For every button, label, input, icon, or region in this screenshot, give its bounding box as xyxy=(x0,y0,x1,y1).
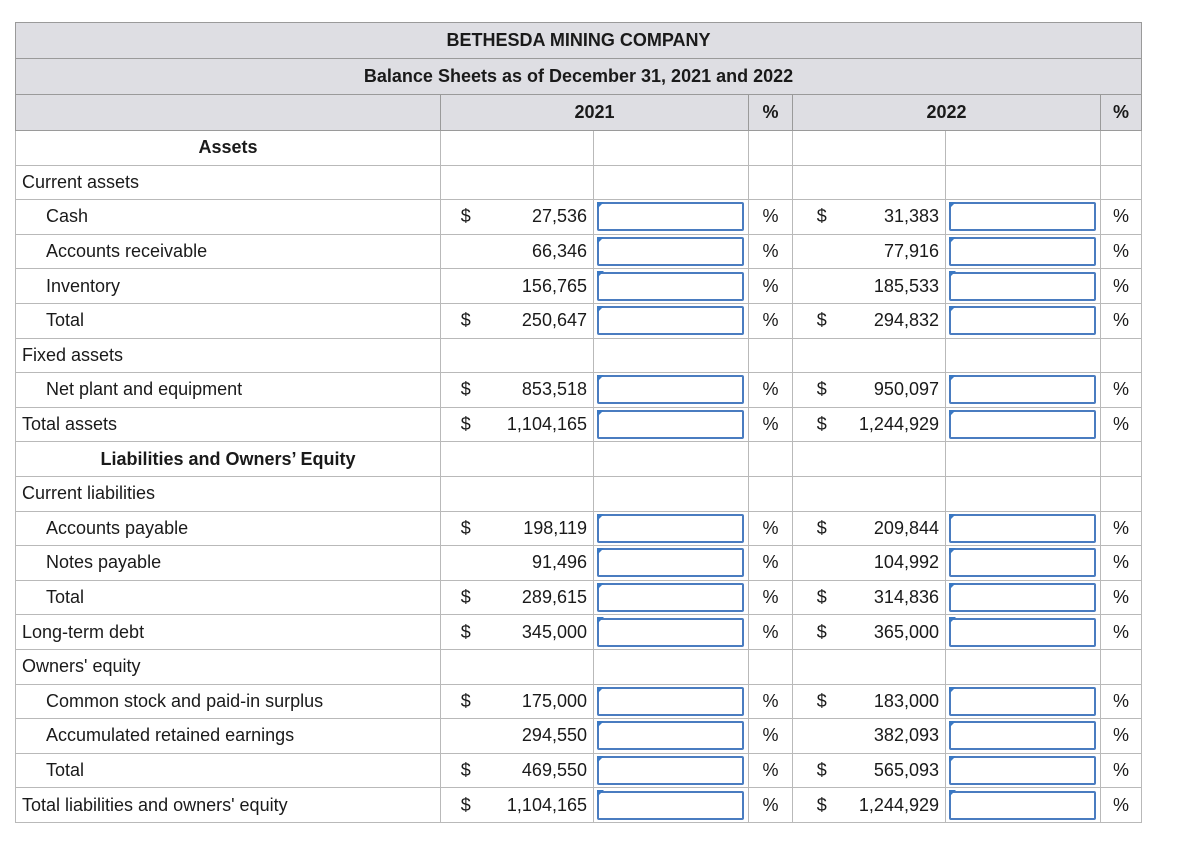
input-cell-2022 xyxy=(946,788,1101,823)
currency-21 xyxy=(441,546,491,581)
value-2022: 77,916 xyxy=(851,234,946,269)
value-2021: 198,119 xyxy=(491,511,594,546)
input-flag-icon xyxy=(949,237,956,244)
percent-sign-2022: % xyxy=(1101,580,1142,615)
common-size-input-2022-total[interactable] xyxy=(949,756,1096,785)
currency-22: $ xyxy=(793,615,851,650)
input-flag-icon xyxy=(597,375,604,382)
input-cell-2021 xyxy=(594,407,749,442)
value-2022: 382,093 xyxy=(851,719,946,754)
input-cell-2022 xyxy=(946,407,1101,442)
input-flag-icon xyxy=(597,721,604,728)
input-cell-2022 xyxy=(946,753,1101,788)
input-flag-icon xyxy=(949,721,956,728)
currency-22 xyxy=(793,269,851,304)
input-cell-2021 xyxy=(594,684,749,719)
input-cell-2022 xyxy=(946,234,1101,269)
percent-sign-2022: % xyxy=(1101,373,1142,408)
common-size-input-2022-total-assets[interactable] xyxy=(949,410,1096,439)
currency-21: $ xyxy=(441,788,491,823)
currency-22: $ xyxy=(793,407,851,442)
input-cell-2022 xyxy=(946,131,1101,166)
input-cell-2021 xyxy=(594,615,749,650)
section-row xyxy=(16,165,1142,200)
percent-sign-2021: % xyxy=(749,546,793,581)
percent-sign-2022 xyxy=(1101,165,1142,200)
currency-21 xyxy=(441,719,491,754)
input-flag-icon xyxy=(949,410,956,417)
currency-22 xyxy=(793,131,851,166)
line-item-label: Notes payable xyxy=(16,546,441,581)
input-flag-icon xyxy=(597,617,604,624)
currency-21 xyxy=(441,165,491,200)
common-size-input-2021-accumulated-retained-earnings[interactable] xyxy=(597,721,744,750)
value-2022: 1,244,929 xyxy=(851,788,946,823)
input-flag-icon xyxy=(597,237,604,244)
percent-sign-2022: % xyxy=(1101,719,1142,754)
header-year-2022: 2022 xyxy=(793,95,1101,131)
percent-sign-2021: % xyxy=(749,753,793,788)
value-2021 xyxy=(491,476,594,511)
percent-sign-2022: % xyxy=(1101,788,1142,823)
input-cell-2021 xyxy=(594,649,749,684)
line-item-row xyxy=(16,719,1142,754)
line-item-row xyxy=(16,788,1142,823)
currency-22: $ xyxy=(793,303,851,338)
input-cell-2021 xyxy=(594,442,749,477)
input-cell-2022 xyxy=(946,649,1101,684)
currency-21: $ xyxy=(441,407,491,442)
company-title-row xyxy=(16,23,1142,59)
common-size-input-2022-long-term-debt[interactable] xyxy=(949,618,1096,647)
line-item-label: Accumulated retained earnings xyxy=(16,719,441,754)
input-cell-2022 xyxy=(946,338,1101,373)
common-size-input-2022-accumulated-retained-earnings[interactable] xyxy=(949,721,1096,750)
common-size-input-2021-total-liabilities-and-owners-equity[interactable] xyxy=(597,791,744,820)
input-cell-2021 xyxy=(594,269,749,304)
currency-22: $ xyxy=(793,511,851,546)
input-flag-icon xyxy=(949,790,956,797)
line-item-label: Total liabilities and owners' equity xyxy=(16,788,441,823)
value-2022: 294,832 xyxy=(851,303,946,338)
value-2022: 1,244,929 xyxy=(851,407,946,442)
input-flag-icon xyxy=(597,271,604,278)
line-item-row xyxy=(16,580,1142,615)
line-item-row xyxy=(16,303,1142,338)
percent-sign-2021 xyxy=(749,649,793,684)
input-flag-icon xyxy=(949,756,956,763)
input-flag-icon xyxy=(949,583,956,590)
input-cell-2022 xyxy=(946,511,1101,546)
common-size-input-2021-total[interactable] xyxy=(597,306,744,335)
percent-sign-2021 xyxy=(749,165,793,200)
percent-sign-2021 xyxy=(749,131,793,166)
section-row xyxy=(16,649,1142,684)
input-cell-2022 xyxy=(946,546,1101,581)
value-2022: 185,533 xyxy=(851,269,946,304)
input-cell-2021 xyxy=(594,719,749,754)
common-size-input-2022-inventory[interactable] xyxy=(949,272,1096,301)
value-2022: 365,000 xyxy=(851,615,946,650)
header-blank xyxy=(16,95,441,131)
value-2022 xyxy=(851,165,946,200)
line-item-label: Long-term debt xyxy=(16,615,441,650)
input-flag-icon xyxy=(949,687,956,694)
balance-sheet-body xyxy=(16,23,1142,823)
percent-sign-2022: % xyxy=(1101,200,1142,235)
currency-22: $ xyxy=(793,580,851,615)
value-2021 xyxy=(491,338,594,373)
section-label: Current assets xyxy=(16,165,441,200)
input-cell-2021 xyxy=(594,200,749,235)
line-item-row xyxy=(16,753,1142,788)
line-item-row xyxy=(16,373,1142,408)
percent-sign-2021: % xyxy=(749,407,793,442)
input-flag-icon xyxy=(597,306,604,313)
value-2021: 1,104,165 xyxy=(491,407,594,442)
section-label: Fixed assets xyxy=(16,338,441,373)
input-cell-2021 xyxy=(594,373,749,408)
input-cell-2022 xyxy=(946,200,1101,235)
input-cell-2021 xyxy=(594,753,749,788)
value-2021: 156,765 xyxy=(491,269,594,304)
input-cell-2021 xyxy=(594,338,749,373)
common-size-input-2022-net-plant-and-equipment[interactable] xyxy=(949,375,1096,404)
currency-21: $ xyxy=(441,684,491,719)
currency-22: $ xyxy=(793,200,851,235)
value-2021: 289,615 xyxy=(491,580,594,615)
common-size-input-2021-accounts-payable[interactable] xyxy=(597,514,744,543)
percent-sign-2021: % xyxy=(749,303,793,338)
common-size-input-2022-cash[interactable] xyxy=(949,202,1096,231)
currency-22 xyxy=(793,234,851,269)
percent-sign-2021: % xyxy=(749,788,793,823)
input-cell-2021 xyxy=(594,788,749,823)
percent-sign-2021 xyxy=(749,338,793,373)
input-flag-icon xyxy=(949,202,956,209)
percent-sign-2022: % xyxy=(1101,684,1142,719)
line-item-label: Net plant and equipment xyxy=(16,373,441,408)
input-cell-2022 xyxy=(946,269,1101,304)
input-flag-icon xyxy=(949,617,956,624)
value-2021: 469,550 xyxy=(491,753,594,788)
value-2022 xyxy=(851,442,946,477)
percent-sign-2021: % xyxy=(749,684,793,719)
common-size-input-2021-cash[interactable] xyxy=(597,202,744,231)
input-cell-2021 xyxy=(594,546,749,581)
input-cell-2021 xyxy=(594,234,749,269)
input-cell-2022 xyxy=(946,303,1101,338)
value-2021: 91,496 xyxy=(491,546,594,581)
section-row xyxy=(16,338,1142,373)
currency-22 xyxy=(793,546,851,581)
line-item-row xyxy=(16,200,1142,235)
currency-22: $ xyxy=(793,788,851,823)
currency-21 xyxy=(441,338,491,373)
value-2021: 66,346 xyxy=(491,234,594,269)
line-item-row xyxy=(16,234,1142,269)
input-cell-2022 xyxy=(946,684,1101,719)
value-2021 xyxy=(491,442,594,477)
common-size-input-2021-common-stock-and-paid-in-surplus[interactable] xyxy=(597,687,744,716)
common-size-input-2021-net-plant-and-equipment[interactable] xyxy=(597,375,744,404)
percent-sign-2022 xyxy=(1101,338,1142,373)
input-flag-icon xyxy=(597,756,604,763)
common-size-input-2022-accounts-receivable[interactable] xyxy=(949,237,1096,266)
percent-sign-2022 xyxy=(1101,649,1142,684)
section-label: Owners' equity xyxy=(16,649,441,684)
value-2021 xyxy=(491,165,594,200)
common-size-input-2021-accounts-receivable[interactable] xyxy=(597,237,744,266)
percent-sign-2021: % xyxy=(749,615,793,650)
common-size-input-2021-total-assets[interactable] xyxy=(597,410,744,439)
value-2022: 31,383 xyxy=(851,200,946,235)
heading-row xyxy=(16,131,1142,166)
balance-sheet-table xyxy=(15,22,1142,823)
value-2022: 183,000 xyxy=(851,684,946,719)
value-2022: 314,836 xyxy=(851,580,946,615)
value-2021: 294,550 xyxy=(491,719,594,754)
value-2021: 250,647 xyxy=(491,303,594,338)
value-2022 xyxy=(851,476,946,511)
input-flag-icon xyxy=(597,514,604,521)
input-flag-icon xyxy=(597,548,604,555)
value-2021: 27,536 xyxy=(491,200,594,235)
input-flag-icon xyxy=(949,375,956,382)
input-flag-icon xyxy=(949,514,956,521)
common-size-input-2022-total-liabilities-and-owners-equity[interactable] xyxy=(949,791,1096,820)
percent-sign-2021: % xyxy=(749,719,793,754)
input-cell-2022 xyxy=(946,476,1101,511)
percent-sign-2021: % xyxy=(749,373,793,408)
value-2022: 104,992 xyxy=(851,546,946,581)
currency-22 xyxy=(793,649,851,684)
value-2021 xyxy=(491,649,594,684)
line-item-row xyxy=(16,407,1142,442)
input-cell-2022 xyxy=(946,165,1101,200)
input-cell-2021 xyxy=(594,131,749,166)
header-year-2021: 2021 xyxy=(441,95,749,131)
input-flag-icon xyxy=(597,202,604,209)
currency-21 xyxy=(441,234,491,269)
percent-sign-2021: % xyxy=(749,200,793,235)
common-size-input-2022-common-stock-and-paid-in-surplus[interactable] xyxy=(949,687,1096,716)
input-flag-icon xyxy=(949,548,956,555)
line-item-label: Total xyxy=(16,303,441,338)
currency-22 xyxy=(793,719,851,754)
input-flag-icon xyxy=(597,583,604,590)
currency-21: $ xyxy=(441,511,491,546)
percent-sign-2021: % xyxy=(749,580,793,615)
line-item-label: Inventory xyxy=(16,269,441,304)
value-2022 xyxy=(851,649,946,684)
percent-sign-2022: % xyxy=(1101,407,1142,442)
currency-22: $ xyxy=(793,684,851,719)
value-2022 xyxy=(851,131,946,166)
common-size-input-2021-total[interactable] xyxy=(597,756,744,785)
section-label: Current liabilities xyxy=(16,476,441,511)
value-2021: 175,000 xyxy=(491,684,594,719)
currency-21: $ xyxy=(441,303,491,338)
percent-sign-2022: % xyxy=(1101,511,1142,546)
input-flag-icon xyxy=(597,687,604,694)
percent-sign-2022 xyxy=(1101,476,1142,511)
currency-21 xyxy=(441,442,491,477)
subtitle-row xyxy=(16,59,1142,95)
line-item-row xyxy=(16,269,1142,304)
input-flag-icon xyxy=(949,306,956,313)
percent-sign-2022 xyxy=(1101,442,1142,477)
common-size-input-2021-inventory[interactable] xyxy=(597,272,744,301)
input-cell-2021 xyxy=(594,165,749,200)
common-size-input-2022-total[interactable] xyxy=(949,583,1096,612)
currency-21: $ xyxy=(441,580,491,615)
line-item-label: Accounts payable xyxy=(16,511,441,546)
currency-21: $ xyxy=(441,753,491,788)
line-item-row xyxy=(16,615,1142,650)
currency-22 xyxy=(793,165,851,200)
value-2022 xyxy=(851,338,946,373)
value-2022: 209,844 xyxy=(851,511,946,546)
currency-22 xyxy=(793,338,851,373)
currency-21: $ xyxy=(441,615,491,650)
header-pct-2021: % xyxy=(749,95,793,131)
percent-sign-2021: % xyxy=(749,234,793,269)
value-2022: 565,093 xyxy=(851,753,946,788)
common-size-input-2021-long-term-debt[interactable] xyxy=(597,618,744,647)
common-size-input-2022-notes-payable[interactable] xyxy=(949,548,1096,577)
input-flag-icon xyxy=(597,790,604,797)
sheet-subtitle: Balance Sheets as of December 31, 2021 and 2022 xyxy=(16,59,1142,95)
common-size-input-2021-notes-payable[interactable] xyxy=(597,548,744,577)
value-2021 xyxy=(491,131,594,166)
input-cell-2021 xyxy=(594,476,749,511)
input-cell-2021 xyxy=(594,303,749,338)
line-item-row xyxy=(16,684,1142,719)
currency-22 xyxy=(793,476,851,511)
input-cell-2022 xyxy=(946,615,1101,650)
input-flag-icon xyxy=(949,271,956,278)
currency-22 xyxy=(793,442,851,477)
currency-21: $ xyxy=(441,200,491,235)
input-flag-icon xyxy=(597,410,604,417)
input-cell-2022 xyxy=(946,580,1101,615)
percent-sign-2022: % xyxy=(1101,753,1142,788)
input-cell-2022 xyxy=(946,719,1101,754)
percent-sign-2021 xyxy=(749,476,793,511)
column-header-row xyxy=(16,95,1142,131)
percent-sign-2022: % xyxy=(1101,615,1142,650)
line-item-label: Accounts receivable xyxy=(16,234,441,269)
percent-sign-2022 xyxy=(1101,131,1142,166)
currency-21 xyxy=(441,131,491,166)
percent-sign-2022: % xyxy=(1101,269,1142,304)
percent-sign-2021: % xyxy=(749,511,793,546)
line-item-row xyxy=(16,511,1142,546)
line-item-label: Total xyxy=(16,580,441,615)
percent-sign-2022: % xyxy=(1101,546,1142,581)
line-item-label: Cash xyxy=(16,200,441,235)
currency-21 xyxy=(441,649,491,684)
percent-sign-2021 xyxy=(749,442,793,477)
section-heading: Assets xyxy=(16,131,441,166)
percent-sign-2022: % xyxy=(1101,303,1142,338)
input-cell-2022 xyxy=(946,442,1101,477)
currency-22: $ xyxy=(793,373,851,408)
value-2021: 853,518 xyxy=(491,373,594,408)
currency-21: $ xyxy=(441,373,491,408)
common-size-input-2022-total[interactable] xyxy=(949,306,1096,335)
input-cell-2022 xyxy=(946,373,1101,408)
section-row xyxy=(16,476,1142,511)
common-size-input-2021-total[interactable] xyxy=(597,583,744,612)
value-2021: 1,104,165 xyxy=(491,788,594,823)
line-item-label: Common stock and paid-in surplus xyxy=(16,684,441,719)
percent-sign-2022: % xyxy=(1101,234,1142,269)
line-item-label: Total xyxy=(16,753,441,788)
percent-sign-2021: % xyxy=(749,269,793,304)
currency-21 xyxy=(441,476,491,511)
section-heading: Liabilities and Owners’ Equity xyxy=(16,442,441,477)
input-cell-2021 xyxy=(594,580,749,615)
company-title: BETHESDA MINING COMPANY xyxy=(16,23,1142,59)
value-2022: 950,097 xyxy=(851,373,946,408)
currency-21 xyxy=(441,269,491,304)
value-2021: 345,000 xyxy=(491,615,594,650)
header-pct-2022: % xyxy=(1101,95,1142,131)
line-item-row xyxy=(16,546,1142,581)
currency-22: $ xyxy=(793,753,851,788)
common-size-input-2022-accounts-payable[interactable] xyxy=(949,514,1096,543)
line-item-label: Total assets xyxy=(16,407,441,442)
input-cell-2021 xyxy=(594,511,749,546)
heading-row xyxy=(16,442,1142,477)
